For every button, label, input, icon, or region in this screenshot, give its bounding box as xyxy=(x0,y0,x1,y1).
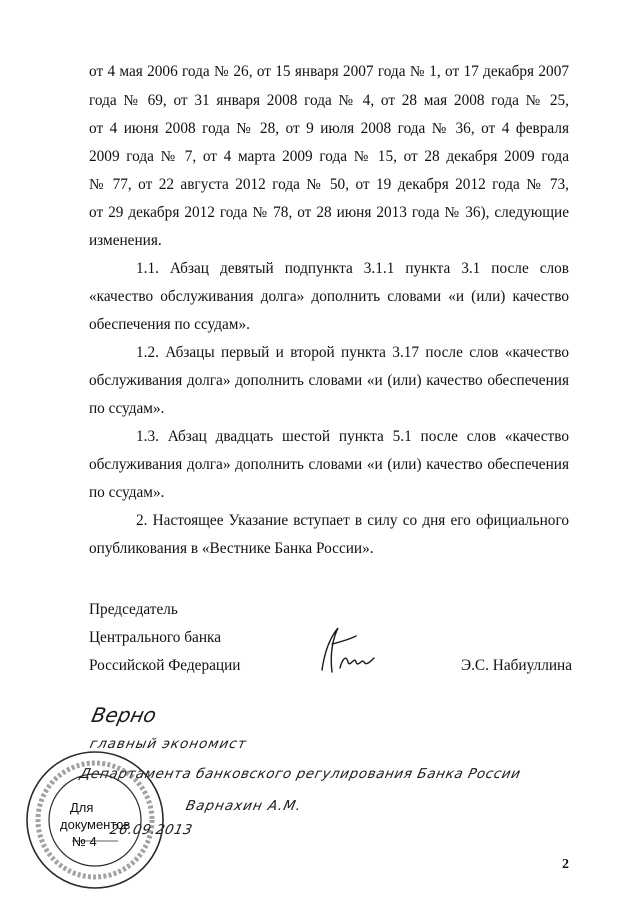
body-line: от 29 декабря 2012 года № 78, от 28 июня 2013 года № 36), следующие xyxy=(89,204,569,221)
paragraph-2-first-line: 2. Настоящее Указание вступает в силу со дня его официального xyxy=(136,512,569,529)
body-line: от 4 июня 2008 года № 28, от 9 июля 2008 года № 36, от 4 февраля xyxy=(89,120,569,137)
signatory-title-line: Председатель xyxy=(89,601,178,618)
body-line: опубликования в «Вестнике Банка России». xyxy=(89,540,374,557)
body-line: по ссудам». xyxy=(89,400,165,417)
body-line: «качество обслуживания долга» дополнить словами «и (или) качество xyxy=(89,288,569,305)
stamp-documents: документов xyxy=(60,817,131,832)
stamp-for: Для xyxy=(70,800,94,815)
page-number: 2 xyxy=(562,857,569,872)
body-line: по ссудам». xyxy=(89,484,165,501)
signatory-name: Э.С. Набиуллина xyxy=(461,657,572,674)
body-line: № 77, от 22 августа 2012 года № 50, от 19 декабря 2012 года № 73, xyxy=(89,176,569,193)
handwritten-signature xyxy=(318,622,378,677)
handwritten-name: Варнахин А.М. xyxy=(184,798,304,814)
handwritten-position-line2: Департамента банковского регулирования Банка России xyxy=(78,766,523,782)
paragraph-1-3-first-line: 1.3. Абзац двадцать шестой пункта 5.1 после слов «качество xyxy=(136,428,569,445)
body-line: обслуживания долга» дополнить словами «и (или) качество обеспечения xyxy=(89,456,569,473)
body-line: изменения. xyxy=(89,232,162,249)
body-line: от 4 мая 2006 года № 26, от 15 января 2007 года № 1, от 17 декабря 2007 xyxy=(89,63,569,80)
stamp-number: № 4 xyxy=(72,834,97,849)
handwritten-position-line1: главный экономист xyxy=(88,736,249,752)
handwritten-date: 26.09.2013 xyxy=(108,822,194,838)
paragraph-1-2-first-line: 1.2. Абзацы первый и второй пункта 3.17 после слов «качество xyxy=(136,344,569,361)
body-line: обслуживания долга» дополнить словами «и (или) качество обеспечения xyxy=(89,372,569,389)
body-line: обеспечения по ссудам». xyxy=(89,316,250,333)
body-line: года № 69, от 31 января 2008 года № 4, от 28 мая 2008 года № 25, xyxy=(89,92,569,109)
handwritten-verno: Верно xyxy=(89,703,159,727)
paragraph-1-1-first-line: 1.1. Абзац девятый подпункта 3.1.1 пункта 3.1 после слов xyxy=(136,260,569,277)
signatory-title-line: Центрального банка xyxy=(89,629,222,646)
body-line: 2009 года № 7, от 4 марта 2009 года № 15, от 28 декабря 2009 года xyxy=(89,148,569,165)
signatory-title-line: Российской Федерации xyxy=(89,657,241,674)
